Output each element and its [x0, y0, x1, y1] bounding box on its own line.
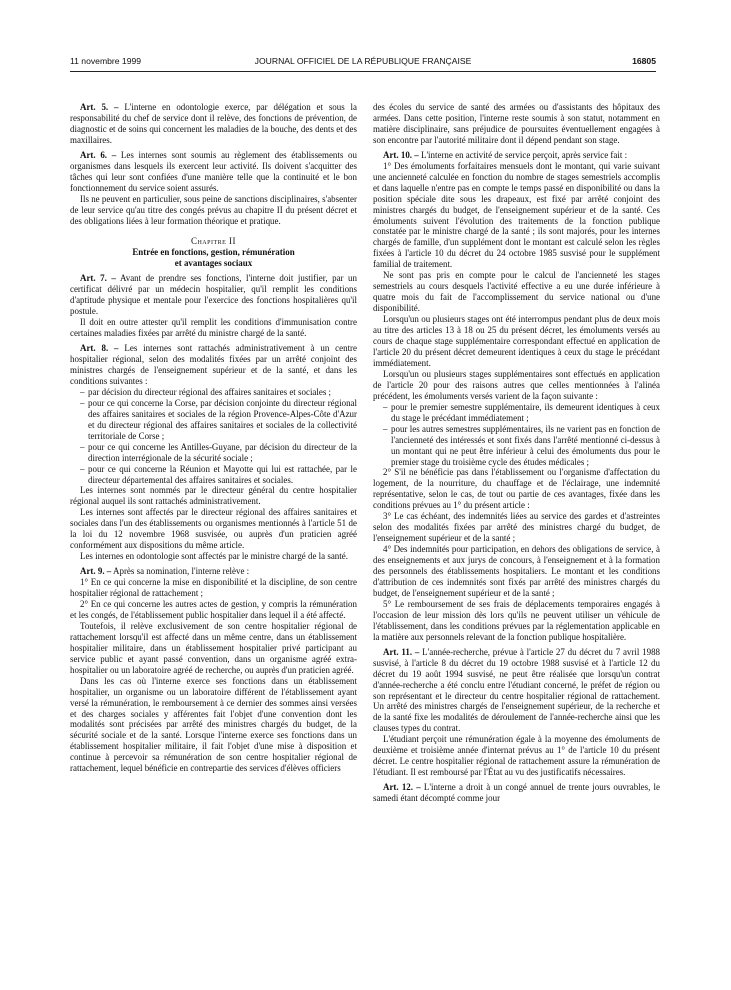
article-10-label: Art. 10. – — [383, 149, 419, 160]
article-8-paragraph-3: Les internes sont affectés par le directeur régional des affaires sanitaires et sociales dans l'un des établissements ou organismes mentionnés à l'article 51 de la loi du 12 novembre 1968 susvisée, ou auprès d'un praticien agréé conformément aux dispositions du même article. — [70, 507, 357, 551]
article-10-item-5: 5° Le remboursement de ses frais de déplacements temporaires engagés à l'occasion de leur mission dès lors qu'ils ne peuvent utiliser un véhicule de l'établissement, dans les conditions prévues par la réglementation applicable en la matière aux personnels relevant de la fonction publique hospitalière. — [373, 598, 660, 642]
list-item: – pour ce qui concerne la Corse, par décision conjointe du directeur régional des affaires sanitaires et sociales de la région Provence-Alpes-Côte d'Azur et du directeur régional des affaires sanitaires et sociales de la collectivité territoriale de Corse ; — [80, 398, 357, 442]
article-11-text: L'année-recherche, prévue à l'article 27 du décret du 7 avril 1988 susvisé, à l'article 8 du décret du 19 octobre 1988 susvisé et à l'article 12 du décret du 19 août 1994 susvisé, ne peut être réalisée que lorsqu'un contrat d'année-recherche a été conclu entre l'étudiant concerné, le préfet de région ou son représentant et le directeur du centre hospitalier régional de rattachement. Un arrêté des ministres chargés de l'enseignement supérieur, de la recherche et de la santé fixe les modalités de déroulement de l'année-recherche ainsi que les clauses types du contrat. — [373, 646, 661, 734]
journal-title: JOURNAL OFFICIEL DE LA RÉPUBLIQUE FRANÇAISE — [254, 56, 472, 66]
article-5-text: L'interne en odontologie exerce, par délégation et sous la responsabilité du chef de service dont il relève, des fonctions de prévention, de diagnostic et de soins qui concernent les maladies de la bouche, des dents et des maxillaires. — [70, 102, 358, 145]
article-10-item-2: 2° S'il ne bénéficie pas dans l'établissement ou l'organisme d'affectation du logement, de la nourriture, du chauffage et de l'éclairage, une indemnité représentative, selon le cas, de tout ou partie de ces avantages, fixée dans les conditions prévues au 1° du présent article : — [373, 467, 660, 511]
article-9-label: Art. 9. – — [80, 566, 112, 577]
article-7 — [70, 273, 357, 317]
header-rule — [70, 71, 656, 72]
article-5 — [70, 102, 357, 146]
article-11-label: Art. 11. – — [383, 646, 420, 657]
article-8-paragraph-2: Les internes sont nommés par le directeur général du centre hospitalier régional auquel ils sont rattachés administrativement. — [70, 485, 357, 507]
header-date: 11 novembre 1999 — [70, 56, 142, 66]
article-9 — [70, 566, 357, 577]
article-8-paragraph-4: Les internes en odontologie sont affectés par le ministre chargé de la santé. — [80, 551, 348, 562]
article-12-text: L'interne a droit à un congé annuel de trente jours ouvrables, le samedi étant décompté comme jour — [373, 782, 660, 804]
article-9-paragraph-3: Toutefois, il relève exclusivement de son centre hospitalier régional de rattachement lorsqu'il est affecté dans un même centre, dans un établissement hospitalier militaire, dans un établissement hospitalier privé participant au service public et ayant passé convention, dans un organisme agréé extra-hospitalier ou un laboratoire agréé de recherche, ou auprès d'un praticien agréé. — [70, 620, 357, 675]
article-7-label: Art. 7. – — [80, 273, 116, 284]
article-6-paragraph-2: Ils ne peuvent en particulier, sous peine de sanctions disciplinaires, s'absenter de leur service qu'au titre des congés prévus au chapitre II du présent décret et des obligations liées à leur formation théorique et pratique. — [70, 193, 357, 226]
article-9-text: Après sa nomination, l'interne relève : — [113, 566, 250, 577]
list-item: – pour ce qui concerne la Réunion et Mayotte qui lui est rattachée, par le directeur départemental des affaires sanitaires et sociales. — [80, 464, 357, 486]
article-9-item-1: 1° En ce qui concerne la mise en disponibilité et la discipline, de son centre hospitalier régional de rattachement ; — [70, 577, 357, 599]
left-column — [70, 102, 357, 774]
article-12 — [373, 782, 660, 804]
continued-text: des écoles du service de santé des armées ou d'assistants des hôpitaux des armées. Dans cette position, l'interne reste soumis à son statut, notamment en matière disciplinaire, sans préjudice de poursuites éventuellement engagées à son encontre par l'autorité militaire dont il dépend pendant son stage. — [373, 102, 660, 145]
article-8-label: Art. 8. – — [80, 343, 119, 354]
article-10-paragraph-2: Ne sont pas pris en compte pour le calcul de l'ancienneté les stages semestriels au cours desquels l'activité effective a eu une durée inférieure à quatre mois du fait de l'accomplissement du service national ou d'une disponibilité. — [373, 270, 660, 314]
chapter-heading: Chapitre II — [191, 236, 236, 247]
chapter-title — [70, 247, 357, 269]
article-8 — [70, 343, 357, 387]
article-10-text: L'interne en activité de service perçoit, après service fait : — [420, 149, 628, 160]
chapter-title-line-2: et avantages sociaux — [174, 258, 253, 269]
article-10-paragraph-3: Lorsqu'un ou plusieurs stages ont été interrompus pendant plus de deux mois au titre des articles 13 à 18 ou 25 du présent décret, les émoluments versés au cours de chaque stage supplémentaire correspondant effectué en application de l'article 20 du présent décret demeurent identiques à ceux du stage le précédant immédiatement. — [373, 314, 660, 368]
article-10-item-1: 1° Des émoluments forfaitaires mensuels dont le montant, qui varie suivant une ancienneté calculée en fonction du nombre de stages semestriels accomplis et dans laquelle n'entre pas en compte le temps passé en disponibilité ou dans la position spéciale dite sous les drapeaux, est fixé par arrêté conjoint des ministres chargés du budget, de l'enseignement supérieur et de la santé. Ces émoluments suivent l'évolution des traitements de la fonction publique constatée par le ministre chargé de la santé ; ils sont majorés, pour les internes chargés de famille, d'un supplément dont le montant est calculé selon les règles fixées à l'article 10 du décret du 24 octobre 1985 susvisé pour le supplément familial de traitement. — [373, 160, 660, 270]
page-header — [70, 56, 656, 70]
list-item: – pour les autres semestres supplémentaires, ils ne varient pas en fonction de l'ancienneté des intéressés et sont fixés dans l'arrêté mentionné ci-dessus à un montant qui ne peut être inférieur à celui des émoluments dus pour le premier stage du troisième cycle des études médicales ; — [383, 424, 660, 468]
list-item: – pour ce qui concerne les Antilles-Guyane, par décision du directeur de la direction interrégionale de la sécurité sociale ; — [80, 442, 357, 464]
article-12-label: Art. 12. – — [383, 782, 421, 793]
article-11-paragraph-2: L'étudiant perçoit une rémunération égale à la moyenne des émoluments de deuxième et troisième année d'internat prévus au 1° de l'article 10 du présent décret. Le centre hospitalier régional de rattachement assure la rémunération de l'étudiant. Il est remboursé par l'État au vu des justificatifs nécessaires. — [373, 734, 660, 778]
list-item: – pour le premier semestre supplémentaire, ils demeurent identiques à ceux du stage le précédant immédiatement ; — [383, 402, 660, 424]
article-6-label: Art. 6. – — [80, 149, 117, 160]
article-6 — [70, 150, 357, 194]
article-5-label: Art. 5. – — [80, 102, 119, 112]
article-7-text: Avant de prendre ses fonctions, l'interne doit justifier, par un certificat délivré par un médecin hospitalier, qu'il remplit les conditions d'aptitude physique et mentale pour l'exercice des fonctions hospitalières qu'il postule. — [70, 273, 357, 317]
article-10-list — [373, 402, 660, 468]
article-9-item-2: 2° En ce qui concerne les autres actes de gestion, y compris la rémunération et les congés, de l'établissement public hospitalier dans lequel il a été affecté. — [70, 598, 357, 620]
article-10-item-3: 3° Le cas échéant, des indemnités liées au service des gardes et d'astreintes selon des modalités fixées par arrêté des ministres chargé du budget, de l'enseignement supérieur et de la santé ; — [373, 511, 660, 544]
article-11 — [373, 647, 660, 735]
chapter-title-line-1: Entrée en fonctions, gestion, rémunération — [132, 247, 295, 258]
article-10-paragraph-4: Lorsqu'un ou plusieurs stages supplémentaires sont effectués en application de l'article 20 pour des raisons autres que celles mentionnées à l'alinéa précédent, les émoluments versés varient de la façon suivante : — [373, 368, 660, 401]
article-9-paragraph-4: Dans les cas où l'interne exerce ses fonctions dans un établissement hospitalier, un organisme ou un laboratoire différent de l'établissement ayant versé la rémunération, le remboursement à ce dernier des sommes ainsi versées et des charges sociales y afférentes fait l'objet d'une convention dont les modalités sont précisées par arrêté des ministres chargés du budget, de la sécurité sociale et de la santé. Lorsque l'interne exerce ses fonctions dans un établissement hospitalier militaire, il fait l'objet d'une mise à disposition et continue à percevoir sa rémunération de son centre hospitalier régional de rattachement, lequel bénéficie en contrepartie des services d'élèves officiers — [70, 675, 357, 774]
article-10 — [373, 150, 660, 161]
article-6-text: Les internes sont soumis au règlement des établissements ou organismes dans lesquels ils exercent leur activité. Ils doivent s'acquitter des tâches qui leur sont confiées d'une manière telle que la continuité et le bon fonctionnement du service soient assurés. — [70, 149, 357, 193]
right-column — [373, 102, 660, 804]
article-8-text: Les internes sont rattachés administrativement à un centre hospitalier régional, selon des modalités fixées par un arrêté conjoint des ministres chargés de l'enseignement supérieur et de la santé, et dans les conditions suivantes : — [70, 343, 357, 386]
page-number: 16805 — [632, 56, 656, 66]
article-10-item-4: 4° Des indemnités pour participation, en dehors des obligations de service, à des enseignements et aux jurys de concours, à l'enseignement et à la formation des personnels des établissements hospitaliers. Le montant et les conditions d'attribution de ces indemnités sont fixés par arrêté des ministres chargés du budget, de l'enseignement supérieur et de la santé ; — [373, 544, 660, 598]
article-7-paragraph-2: Il doit en outre attester qu'il remplit les conditions d'immunisation contre certaines maladies fixées par arrêté du ministre chargé de la santé. — [70, 317, 357, 339]
article-8-list — [70, 387, 357, 486]
list-item: – par décision du directeur régional des affaires sanitaires et sociales ; — [80, 387, 357, 398]
